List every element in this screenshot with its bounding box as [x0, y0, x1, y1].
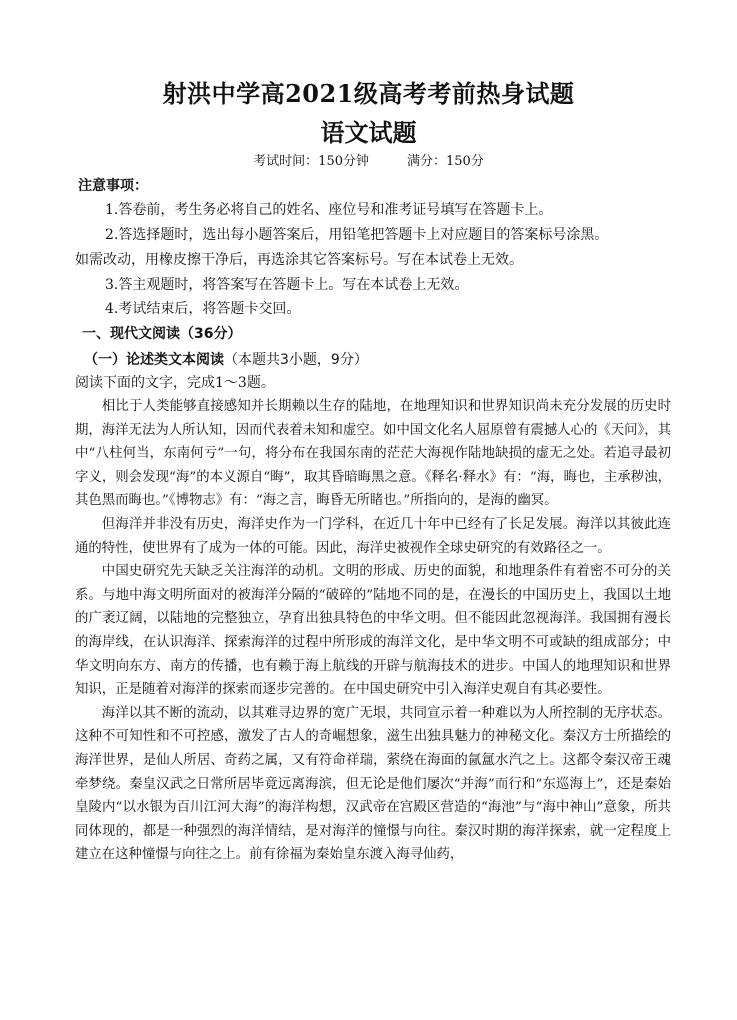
section-title: 一、现代文阅读（36分） — [82, 326, 242, 342]
notice-item: 3.答主观题时，将答案写在答题卡上。写在本试卷上无效。 — [105, 277, 469, 293]
reading-instruction: 阅读下面的文字，完成1～3题。 — [75, 375, 275, 391]
notice-item: 1.答卷前，考生务必将自己的姓名、座位号和准考证号填写在答题卡上。 — [105, 202, 553, 218]
exam-title: 射洪中学高2021级高考考前热身试题 — [162, 79, 575, 108]
passage-paragraph: 海洋以其不断的流动，以其难寻边界的宽广无垠，共同宣示着一种难以为人所控制的无序状态。这种不可知性和不可控感，激发了古人的奇崛想象，滋生出独具魅力的神秘文化。秦汉方士所描绘的海洋世界，是仙人所居、奇药之属，又有符命祥瑞，萦绕在海面的氤氲水汽之上。这都令秦汉帝王魂牵梦绕。秦皇汉武之日常所居毕竟远离海滨，但无论是他们屡次“并海”而行和“东巡海上”，还是秦始皇陵内“以水银为百川江河大海”的海洋构想，汉武帝在宫殿区营造的“海池”与“海中神山”意象，所共同体现的，都是一种强烈的海洋情结，是对海洋的憧憬与向往。秦汉时期的海洋探索，就一定程度上建立在这种憧憬与向往之上。前有徐福为秦始皇东渡入海寻仙药， — [75, 705, 671, 863]
notice-item: 2.答选择题时，选出每小题答案后，用铅笔把答题卡上对应题目的答案标号涂黑。 — [105, 227, 609, 243]
exam-time: 考试时间：150分钟 — [253, 154, 369, 169]
passage-paragraph: 但海洋并非没有历史，海洋史作为一门学科，在近几十年中已经有了长足发展。海洋以其彼此连通的特性，使世界有了成为一体的可能。因此，海洋史被视作全球史研究的有效路径之一。 — [75, 516, 671, 556]
exam-meta — [0, 150, 737, 169]
notice-item: 如需改动，用橡皮擦干净后，再选涂其它答案标号。写在本试卷上无效。 — [75, 252, 523, 268]
full-score: 满分：150分 — [407, 154, 484, 169]
passage-paragraph: 中国史研究先天缺乏关注海洋的动机。文明的形成、历史的面貌，和地理条件有着密不可分的关系。与地中海文明所面对的被海洋分隔的“破碎的”陆地不同的是，在漫长的中国历史上，我国以土地的广袤辽阔，以陆地的完整独立，孕育出独具特色的中华文明。但不能因此忽视海洋。我国拥有漫长的海岸线，在认识海洋、探索海洋的过程中所形成的海洋文化，是中华文明不可或缺的组成部分；中华文明向东方、南方的传播，也有赖于海上航线的开辟与航海技术的进步。中国人的地理知识和世界知识，正是随着对海洋的探索而逐步完善的。在中国史研究中引入海洋史观自有其必要性。 — [75, 564, 671, 698]
notice-heading: 注意事项： — [78, 178, 148, 194]
notice-item: 4.考试结束后，将答题卡交回。 — [105, 301, 301, 317]
subject-title: 语文试题 — [320, 118, 417, 147]
subsection-title — [84, 349, 368, 369]
subsection-note: （本题共3小题，9分） — [224, 352, 368, 368]
reading-passage — [75, 395, 671, 867]
subsection-name: （一）论述类文本阅读 — [84, 352, 224, 368]
passage-paragraph: 相比于人类能够直接感知并长期赖以生存的陆地，在地理知识和世界知识尚未充分发展的历史时期，海洋无法为人所认知，因而代表着未知和虚空。如中国文化名人屈原曾有震撼人心的《天问》，其中“八柱何当，东南何亏”一句，将分布在我国东南的茫茫大海视作陆地缺损的虚无之处。若追寻最初字义，则会发现“海”的本义源自“晦”，取其昏暗晦黑之意。《释名·释水》有：“海，晦也，主承秽浊，其色黑而晦也。”《博物志》有：“海之言，晦昏无所睹也。”所指向的，是海的幽冥。 — [75, 399, 671, 509]
